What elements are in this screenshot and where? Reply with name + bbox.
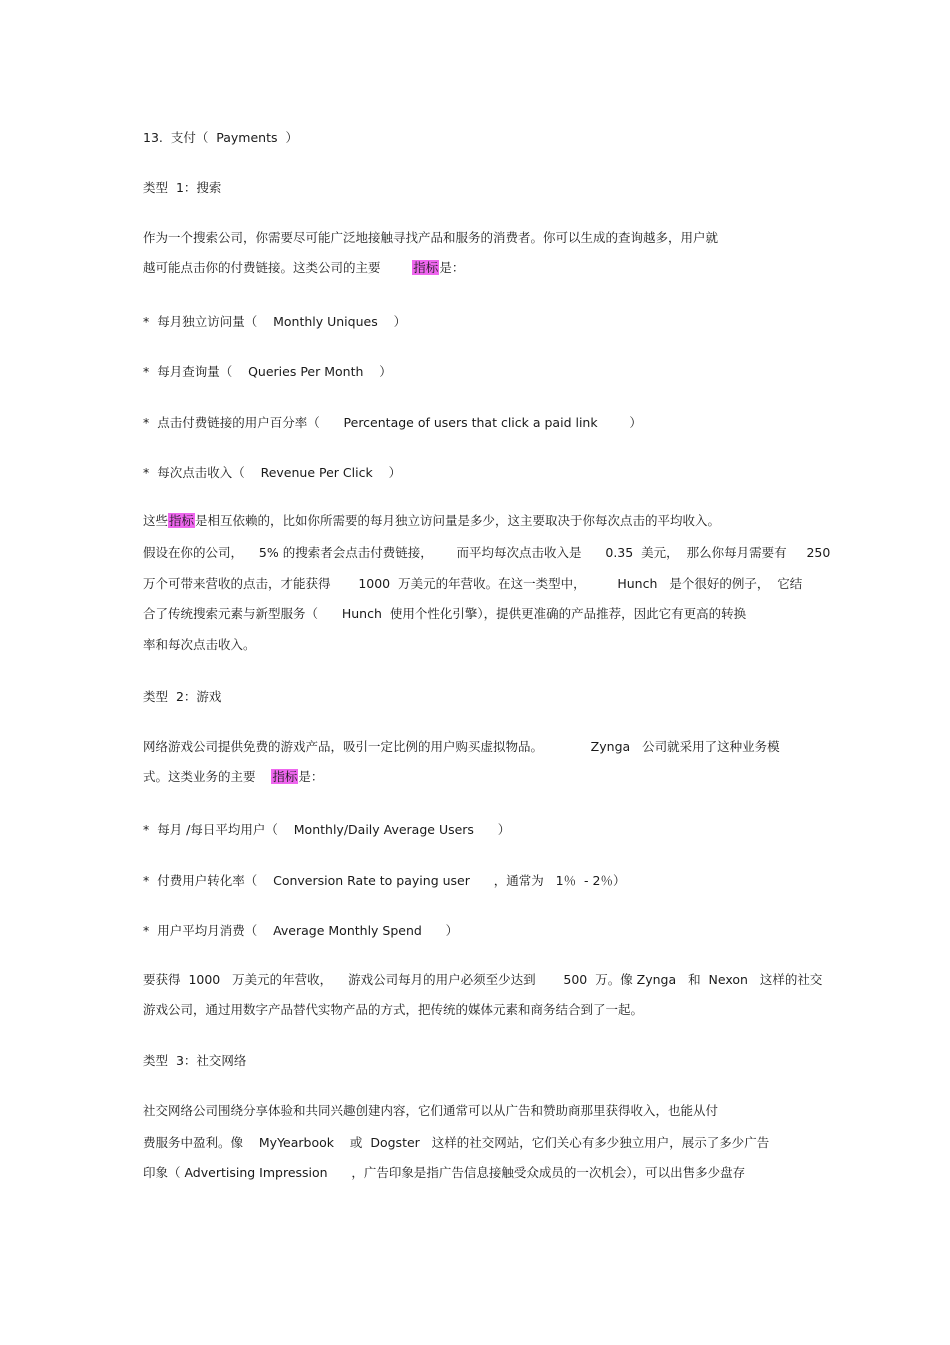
type1-bullet: * 每月独立访问量（ Monthly Uniques ） bbox=[143, 314, 407, 329]
type1-intro-line bbox=[143, 259, 464, 277]
type3-para-line: 费服务中盈利。像 MyYearbook 或 Dogster 这样的社交网站，它们关心有多少独立用户，展示了多少广告 bbox=[143, 1135, 770, 1150]
type1-para-line: 万个可带来营收的点击，才能获得 1000 万美元的年营收。在这一类型中， Hunch 是个很好的例子， 它结 bbox=[143, 576, 803, 591]
highlighted-term: 指标 bbox=[272, 769, 298, 784]
type1-heading: 类型 1：搜索 bbox=[143, 180, 222, 195]
text-run: 是： bbox=[298, 769, 324, 784]
type1-para-line: 率和每次点击收入。 bbox=[143, 637, 256, 652]
type1-para-line: 合了传统搜索元素与新型服务（ Hunch 使用个性化引擎），提供更准确的产品推荐，因此它有更高的转换 bbox=[143, 606, 747, 621]
text-run: 越可能点击你的付费链接。这类公司的主要 bbox=[143, 260, 413, 275]
type3-heading: 类型 3：社交网络 bbox=[143, 1053, 247, 1068]
type1-bullet: * 每次点击收入（ Revenue Per Click ） bbox=[143, 465, 402, 480]
text-run: 是相互依赖的，比如你所需要的每月独立访问量是多少，这主要取决于你每次点击的平均收入。 bbox=[195, 513, 721, 528]
type2-para-line: 游戏公司，通过用数字产品替代实物产品的方式，把传统的媒体元素和商务结合到了一起。 bbox=[143, 1002, 644, 1017]
text-run: 这些 bbox=[143, 513, 169, 528]
section-title: 13. 支付（ Payments ） bbox=[143, 130, 298, 145]
type1-para-line bbox=[143, 512, 720, 530]
highlighted-term: 指标 bbox=[169, 513, 195, 528]
type2-para-line: 要获得 1000 万美元的年营收， 游戏公司每月的用户必须至少达到 500 万。像 Zynga 和 Nexon 这样的社交 bbox=[143, 972, 823, 987]
type3-para-line: 社交网络公司围绕分享体验和共同兴趣创建内容，它们通常可以从广告和赞助商那里获得收入，也能从付 bbox=[143, 1103, 719, 1118]
text-run: 式。这类业务的主要 bbox=[143, 769, 272, 784]
type1-intro-line: 作为一个搜索公司，你需要尽可能广泛地接触寻找产品和服务的消费者。你可以生成的查询越多，用户就 bbox=[143, 230, 719, 245]
type1-bullet: * 点击付费链接的用户百分率（ Percentage of users that click a paid link ） bbox=[143, 415, 642, 430]
type1-bullet: * 每月查询量（ Queries Per Month ） bbox=[143, 364, 392, 379]
type2-bullet: * 付费用户转化率（ Conversion Rate to paying user ，通常为 1％ - 2％） bbox=[143, 873, 626, 888]
highlighted-term: 指标 bbox=[413, 260, 439, 275]
type2-intro-line: 网络游戏公司提供免费的游戏产品，吸引一定比例的用户购买虚拟物品。 Zynga 公司就采用了这种业务模 bbox=[143, 739, 780, 754]
type2-heading: 类型 2：游戏 bbox=[143, 689, 222, 704]
type2-bullet: * 每月 /每日平均用户（ Monthly/Daily Average Users ） bbox=[143, 822, 511, 837]
type1-para-line: 假设在你的公司， 5% 的搜索者会点击付费链接， 而平均每次点击收入是 0.35 美元， 那么你每月需要有 250 bbox=[143, 545, 831, 560]
type2-bullet: * 用户平均月消费（ Average Monthly Spend ） bbox=[143, 923, 459, 938]
text-run: 是： bbox=[439, 260, 465, 275]
type2-intro-line bbox=[143, 768, 323, 786]
type3-para-line: 印象（ Advertising Impression ，广告印象是指广告信息接触受众成员的一次机会），可以出售多少盘存 bbox=[143, 1165, 746, 1180]
